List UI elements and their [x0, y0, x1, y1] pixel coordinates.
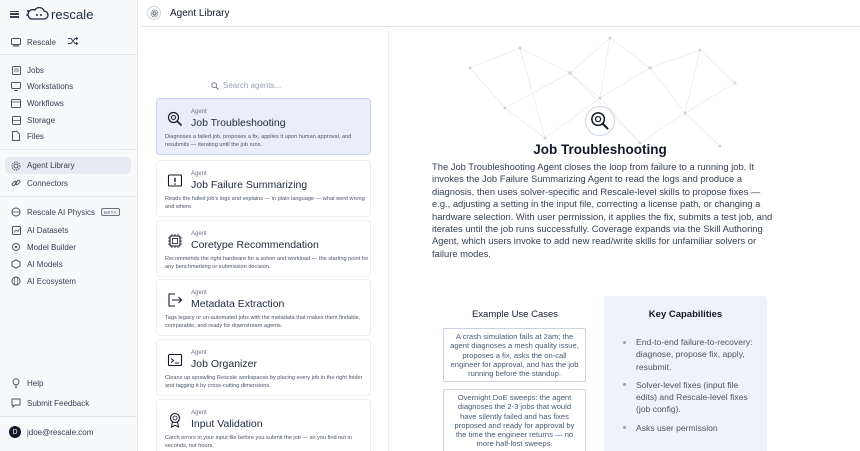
jobs-icon	[11, 65, 21, 75]
sidebar-item-storage[interactable]	[11, 113, 55, 127]
page-title: Agent Library	[170, 7, 230, 19]
menu-icon[interactable]	[10, 11, 19, 18]
search-icon	[211, 82, 219, 90]
sidebar-item-label: Storage	[27, 115, 56, 125]
help-link[interactable]	[11, 376, 43, 390]
sidebar-item-label: Connectors	[27, 178, 68, 188]
agent-title: Job Troubleshooting	[533, 142, 667, 157]
agent-kind: Agent	[191, 109, 207, 115]
agent-name: Job Organizer	[191, 358, 257, 370]
avatar: D	[9, 426, 21, 438]
agent-kind: Agent	[191, 171, 207, 177]
agent-list-panel	[139, 28, 389, 451]
sidebar-item-rescale-ai-physics[interactable]	[11, 205, 120, 219]
sidebar-item-jobs[interactable]	[11, 63, 44, 77]
agent-name: Metadata Extraction	[191, 298, 285, 310]
alert-icon	[167, 173, 183, 189]
feedback-label: Submit Feedback	[27, 398, 90, 408]
use-case-item: A crash simulation fails at 2am; the agent diagnoses a mesh quality issue, proposes a fix, asks the on-call engineer for approval, and has the job running before the standup.	[443, 328, 586, 382]
agent-card-metadata-extraction[interactable]	[156, 279, 371, 336]
capability-item: Asks user permission	[617, 422, 755, 434]
chip-icon	[167, 233, 183, 249]
search-box[interactable]	[211, 81, 281, 90]
agent-kind: Agent	[191, 410, 207, 416]
nav-divider	[0, 416, 138, 417]
capability-item: End-to-end failure-to-recovery: diagnose, propose fix, apply, resubmit.	[617, 336, 755, 373]
model-builder-icon	[11, 242, 21, 252]
sidebar-item-workstations[interactable]	[11, 79, 73, 93]
agent-description: Catch errors in your input file before you submit the job — so you find out in seconds, not hours.	[165, 435, 352, 449]
file-icon	[11, 131, 21, 141]
gear-icon	[147, 6, 161, 20]
page-header	[139, 0, 860, 27]
agent-card-job-failure-summarizing[interactable]	[156, 160, 371, 217]
workspace-switcher[interactable]	[11, 35, 78, 49]
feedback-icon	[11, 398, 21, 408]
help-label: Help	[27, 378, 44, 388]
sidebar-item-label: Model Builder	[27, 242, 76, 252]
monitor-icon	[11, 81, 21, 91]
agent-description: Tags legacy or un-automated jobs with the metadata that makes them findable, comparable, and ready for downstream agents.	[165, 315, 361, 329]
sidebar-item-label: Workstations	[27, 81, 74, 91]
agent-card-input-validation[interactable]	[156, 399, 371, 451]
workflow-icon	[11, 98, 21, 108]
sidebar-item-label: Agent Library	[27, 161, 75, 170]
troubleshooting-icon	[167, 111, 183, 127]
storage-icon	[11, 115, 21, 125]
agent-description: Reads the failed job's logs and explains — in plain language — what went wrong and where.	[165, 196, 365, 210]
key-capabilities-heading: Key Capabilities	[648, 309, 723, 320]
terminal-icon	[167, 352, 183, 368]
agent-detail-panel	[390, 28, 860, 451]
sidebar-item-label: Files	[27, 131, 44, 141]
globe-icon	[11, 276, 21, 286]
sidebar-item-label: AI Models	[27, 259, 63, 269]
capabilities-list	[617, 336, 755, 440]
agent-description: Recommends the right hardware for a solver and workload — the starting point for any benchmarking or submission decision.	[165, 256, 369, 270]
sidebar-item-label: AI Datasets	[27, 225, 69, 235]
lightbulb-icon	[11, 378, 21, 388]
nav-divider	[0, 149, 138, 150]
sidebar-item-label: Rescale AI Physics	[27, 207, 96, 217]
agent-name: Job Troubleshooting	[191, 117, 286, 129]
agent-kind: Agent	[191, 231, 207, 237]
badge-icon	[167, 412, 183, 428]
troubleshooting-icon	[585, 106, 615, 136]
agent-card-job-troubleshooting[interactable]	[156, 98, 371, 155]
nav-divider	[0, 196, 138, 197]
brand-logo[interactable]	[25, 7, 94, 22]
agent-name: Coretype Recommendation	[191, 239, 319, 251]
agent-name: Job Failure Summarizing	[191, 179, 308, 191]
key-capabilities-panel	[604, 296, 767, 451]
agent-card-coretype-recommendation[interactable]	[156, 220, 371, 277]
sidebar-item-label: AI Ecosystem	[27, 276, 76, 286]
agent-description: The Job Troubleshooting Agent closes the loop from failure to a running job. It invokes the Job Failure Summarizing Agent to read the logs and produce a diagnosis, then uses solver-specific and Rescale-level skills to propose fixes — e.g., adjusting a setting in the input file, correcting a license path, or changing a hardware selection. With user permission, it applies the fix, submits a test job, and iterates until the job runs successfully. Coverage expands via the Skill Authoring Agent, which users invoke to add new read/write skills for unfamiliar solvers or failure modes.	[432, 161, 773, 259]
agent-kind: Agent	[191, 290, 207, 296]
agent-kind: Agent	[191, 350, 207, 356]
agent-description: Cleans up sprawling Rescale workspaces by placing every job in the right folder and tagging it by cross-cutting dimensions.	[165, 375, 363, 389]
capability-item: Solver-level fixes (input file edits) and Rescale-level fixes (job config).	[617, 379, 755, 416]
sidebar-item-ai-ecosystem[interactable]	[11, 274, 76, 288]
user-menu[interactable]	[9, 426, 93, 438]
extract-icon	[167, 292, 183, 308]
sidebar-item-connectors[interactable]	[11, 176, 68, 190]
sidebar-item-ai-datasets[interactable]	[11, 223, 68, 237]
brand-name: rescale	[51, 6, 94, 22]
sidebar-item-model-builder[interactable]	[11, 240, 76, 254]
workspace-icon	[11, 37, 21, 47]
gear-icon	[11, 161, 21, 171]
agent-name: Input Validation	[191, 418, 263, 430]
dataset-icon	[11, 225, 21, 235]
ai-physics-icon	[11, 207, 21, 217]
ai-models-icon	[11, 259, 21, 269]
cloud-logo-icon	[25, 7, 49, 21]
sidebar-item-label: Jobs	[27, 65, 44, 75]
use-case-item: Overnight DoE sweeps: the agent diagnoses the 2-3 jobs that would have silently failed and has fixes proposed and ready for approval by the time the engineer returns — no more half-lost sweeps.	[443, 389, 586, 451]
sidebar	[0, 0, 138, 451]
beta-badge: BETA	[101, 208, 120, 216]
sidebar-item-agent-library[interactable]	[5, 157, 131, 174]
agent-card-job-organizer[interactable]	[156, 339, 371, 396]
sidebar-item-ai-models[interactable]	[11, 257, 63, 271]
nav-divider	[0, 54, 138, 55]
link-icon	[11, 178, 21, 188]
network-background-graphic	[450, 28, 750, 158]
user-email: jdoe@rescale.com	[27, 427, 94, 437]
sidebar-item-workflows[interactable]	[11, 96, 64, 110]
workspace-label: Rescale	[27, 37, 56, 47]
sidebar-item-files[interactable]	[11, 129, 44, 143]
use-cases-heading: Example Use Cases	[471, 309, 559, 320]
agent-description: Diagnoses a failed job, proposes a fix, applies it upon human approval, and resubmits — iterating until the job runs.	[165, 134, 352, 148]
shuffle-icon[interactable]	[68, 37, 78, 47]
nav-top	[10, 6, 94, 22]
search-input[interactable]: Search agents...	[223, 81, 282, 90]
sidebar-item-label: Workflows	[27, 98, 64, 108]
submit-feedback-link[interactable]	[11, 396, 89, 410]
